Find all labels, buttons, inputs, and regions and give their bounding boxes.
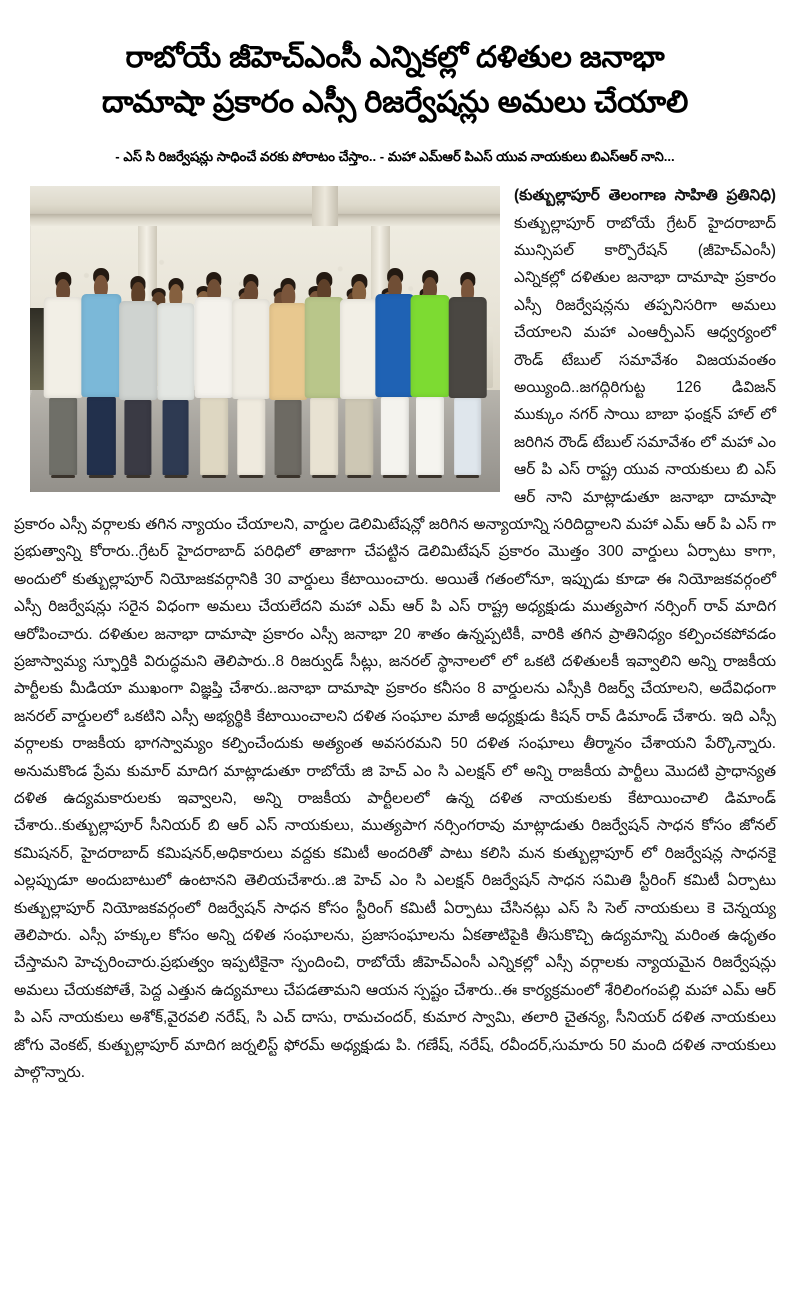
person-figure <box>340 274 378 474</box>
article-body <box>14 182 776 1086</box>
person-figure <box>195 272 234 474</box>
article-subheading: - ఎస్ సి రిజర్వేషన్లు సాధించే వరకు పోరాటం చేస్తాం.. - మహా ఎమ్ఆర్ పిఎస్ యువ నాయకులు బిఎస్ఆర్ నాని... <box>115 149 675 165</box>
person-legs <box>49 398 77 475</box>
person-torso <box>82 294 121 397</box>
page-title <box>14 20 776 124</box>
person-feet <box>347 475 371 478</box>
person-figure <box>411 270 450 474</box>
person-torso <box>119 301 157 400</box>
person-torso <box>270 303 307 401</box>
person-figure <box>232 274 270 474</box>
person-legs <box>87 397 115 475</box>
person-feet <box>418 475 442 478</box>
person-torso <box>232 299 270 399</box>
headline-line-1: రాబోయే జీహెచ్ఎంసీ ఎన్నికల్లో దళితుల జనాభా <box>125 41 665 75</box>
headline-line-2: దామాషా ప్రకారం ఎస్సీ రిజర్వేషన్లు అమలు చేయాలి <box>101 85 689 120</box>
person-legs <box>381 397 409 475</box>
person-legs <box>454 398 482 475</box>
person-legs <box>200 398 228 475</box>
person-torso <box>44 297 83 398</box>
person-torso <box>411 295 450 397</box>
group-photo-scene <box>30 186 500 492</box>
person-figure <box>448 272 487 474</box>
person-torso <box>305 297 344 398</box>
person-feet <box>456 475 480 478</box>
person-torso <box>448 297 487 398</box>
person-feet <box>383 475 407 478</box>
person-feet <box>126 475 149 478</box>
person-figure <box>44 272 83 474</box>
article-text: కుత్బుల్లాపూర్ రాబోయే గ్రేటర్ హైదరాబాద్ మున్సిపల్ కార్పొరేషన్ (జీహెచ్ఎంసీ) ఎన్నికల్లో దళితుల జనాభా దామాషా ప్రకారం ఎస్సీ రిజర్వేషన్లను తప్పనిసరిగా అమలు చేయాలని మహా ఎంఆర్పీఎస్ ఆధ్వర్యంలో రౌండ్ టేబుల్ సమావేశం విజయవంతం అయ్యింది..జగద్గిరిగుట్ట 126 డివిజన్ ముక్కుం నగర్ సాయి బాబా ఫంక్షన్ హాల్ లో జరిగిన రౌండ్ టేబుల్ సమావేశం లో మహా ఎం ఆర్ పి ఎస్ రాష్ట్ర యువ నాయకులు బి ఎస్ ఆర్ నాని మాట్లాడుతూ జనాభా దామాషా ప్రకారం ఎస్సీ వర్గాలకు తగిన న్యాయం చేయాలని, వార్డుల డెలిమిటేషన్లో జరిగిన అన్యాయాన్ని సరిదిద్దాలని మహా ఎమ్ ఆర్ పి ఎస్ గా ప్రభుత్వాన్ని కోరారు..గ్రేటర్ హైదరాబాద్ పరిధిలో తాజాగా చేపట్టిన డెలిమిటేషన్ ప్రకారం మొత్తం 300 వార్డులు ఏర్పాటు కాగా, అందులో కుత్బుల్లాపూర్ నియోజకవర్గానికి 30 వార్డులు కేటాయించారు. అయితే గతంలోనూ, ఇప్పుడు కూడా ఈ నియోజకవర్గంలో ఎస్సీ రిజర్వేషన్లు సరైన విధంగా అమలు చేయలేదని మహా ఎమ్ ఆర్ పి ఎస్ రాష్ట్ర అధ్యక్షుడు ముత్యపాగ నర్సింగ్ రావ్ మాదిగ ఆరోపించారు. దళితుల జనాభా దామాషా ప్రకారం ఎస్సీ జనాభా 20 శాతం ఉన్నప్పటికీ, వారికి తగిన ప్రాతినిధ్యం కల్పించకపోవడం ప్రజాస్వామ్య స్ఫూర్తికి విరుద్ధమని తెలిపారు..8 రిజర్వుడ్ సీట్లు, జనరల్ స్థానాలలో లో ఒకటి దళితులకీ ఇవ్వాలిని అన్ని రాజకీయ పార్టీలకు మీడియా ముఖంగా విజ్ఞప్తి చేశారు..జనాభా దామాషా ప్రకారం కనీసం 8 వార్డులను ఎస్సీకి రిజర్వ్ చేయాలని, అదేవిధంగా జనరల్ వార్డులలో ఒకటిని ఎస్సీ అభ్యర్థికి కేటాయించాలని దళిత సంఘాల మాజీ అధ్యక్షుడు కిషన్ రావ్ డిమాండ్ చేశారు. ఇది ఎస్సీ వర్గాలకు రాజకీయ భాగస్వామ్యం కల్పించేందుకు అత్యంత అవసరమని 50 దళిత సంఘాలు తీర్మానం చేశాయని పేర్కొన్నారు. అనుమకొండ ప్రేమ కుమార్ మాదిగ మాట్లాడుతూ రాబోయే జి హెచ్ ఎం సి ఎలక్షన్ లో అన్ని రాజకీయ పార్టీలు మొదటి ప్రాధాన్యత దళిత ఉద్యమకారులకు ఇవ్వాలని, అన్ని రాజకీయ పార్టీలలలో ఉన్న దళిత నాయకులకు కేటాయించాలి డిమాండ్ చేశారు..కుత్బుల్లాపూర్ సీనియర్ బి ఆర్ ఎస్ నాయకులు, ముత్యపాగ నర్సింగరావు మాట్లాడుతు రిజర్వేషన్ సాధన కోసం జోనల్ కమిషనర్, హైదరాబాద్ కమిషనర్,అధికారులు వద్దకు కమిటీ అందరితో పాటు కలిసి మన కుత్బుల్లాపూర్ లో రిజర్వేషన్ల సాధనకై ఎల్లప్పుడూ అందుబాటులో ఉంటానని తెలియచేశారు..జి హెచ్ ఎం సి ఎలక్షన్ రిజర్వేషన్ సాధన సమితి స్టీరింగ్ కమిటీ ఏర్పాటు కుత్బుల్లాపూర్ నియోజకవర్గంలో రిజర్వేషన్ సాధన కోసం స్టీరింగ్ కమిటీ ఏర్పాటు చేసినట్లు ఎస్ సి సెల్ నాయకులు కె చెన్నయ్య తెలిపారు. ఎస్సీ హక్కుల కోసం అన్ని దళిత సంఘాలను, ప్రజాసంఘాలను ఏకతాటిపైకి తీసుకొచ్చి ఉద్యమాన్ని మరింత ఉధృతం చేస్తామని హెచ్చరించారు.ప్రభుత్వం ఇప్పటికైనా స్పందించి, రాబోయే జీహెచ్ఎంసీ ఎన్నికల్లో ఎస్సీ వర్గాలకు న్యాయమైన రిజర్వేషన్లు అమలు చేయకపోతే, పెద్ద ఎత్తున ఉద్యమాలు చేపడతామని ఆయన స్పష్టం చేశారు..ఈ కార్యక్రమంలో శేరిలింగంపల్లి మహా ఎమ్ ఆర్ పి ఎస్ నాయకులు అశోక్,వైరవలి నరేష్, సి ఎచ్ దాసు, రామచందర్, కుమార స్వామి, తలారి చైతన్య, సీనియర్ దళిత నాయకులు జోగు వెంకట్, కుత్బుల్లాపూర్ మాదిగ జర్నలిస్ట్ ఫోరమ్ అధ్యక్షుడు పి. గణేష్, నరేష్, రవీందర్,సుమారు 50 మంది దళిత నాయకులు పాల్గొన్నారు. <box>14 214 776 1082</box>
person-figure <box>305 272 344 474</box>
article-photo <box>30 186 500 492</box>
person-legs <box>346 399 373 475</box>
person-torso <box>375 294 414 397</box>
person-figure <box>157 278 194 474</box>
person-torso <box>195 297 234 398</box>
person-figure <box>375 268 414 474</box>
person-legs <box>125 400 152 475</box>
person-feet <box>164 475 187 478</box>
person-feet <box>277 475 300 478</box>
person-legs <box>275 400 302 474</box>
person-figure <box>119 276 157 474</box>
person-torso <box>157 303 194 401</box>
person-torso <box>340 299 378 399</box>
person-legs <box>237 399 264 475</box>
person-legs <box>416 397 444 475</box>
article-dateline: (కుత్బుల్లాపూర్ తెలంగాణ సాహితి ప్రతినిధి) <box>514 187 776 205</box>
person-feet <box>239 475 263 478</box>
person-feet <box>89 475 113 478</box>
person-feet <box>202 475 226 478</box>
person-legs <box>162 400 189 474</box>
hall-ceiling <box>30 186 500 217</box>
person-feet <box>312 475 336 478</box>
person-figure <box>270 278 307 474</box>
person-legs <box>310 398 338 475</box>
person-figure <box>82 268 121 474</box>
newspaper-article-page <box>0 20 790 1300</box>
person-feet <box>51 475 75 478</box>
